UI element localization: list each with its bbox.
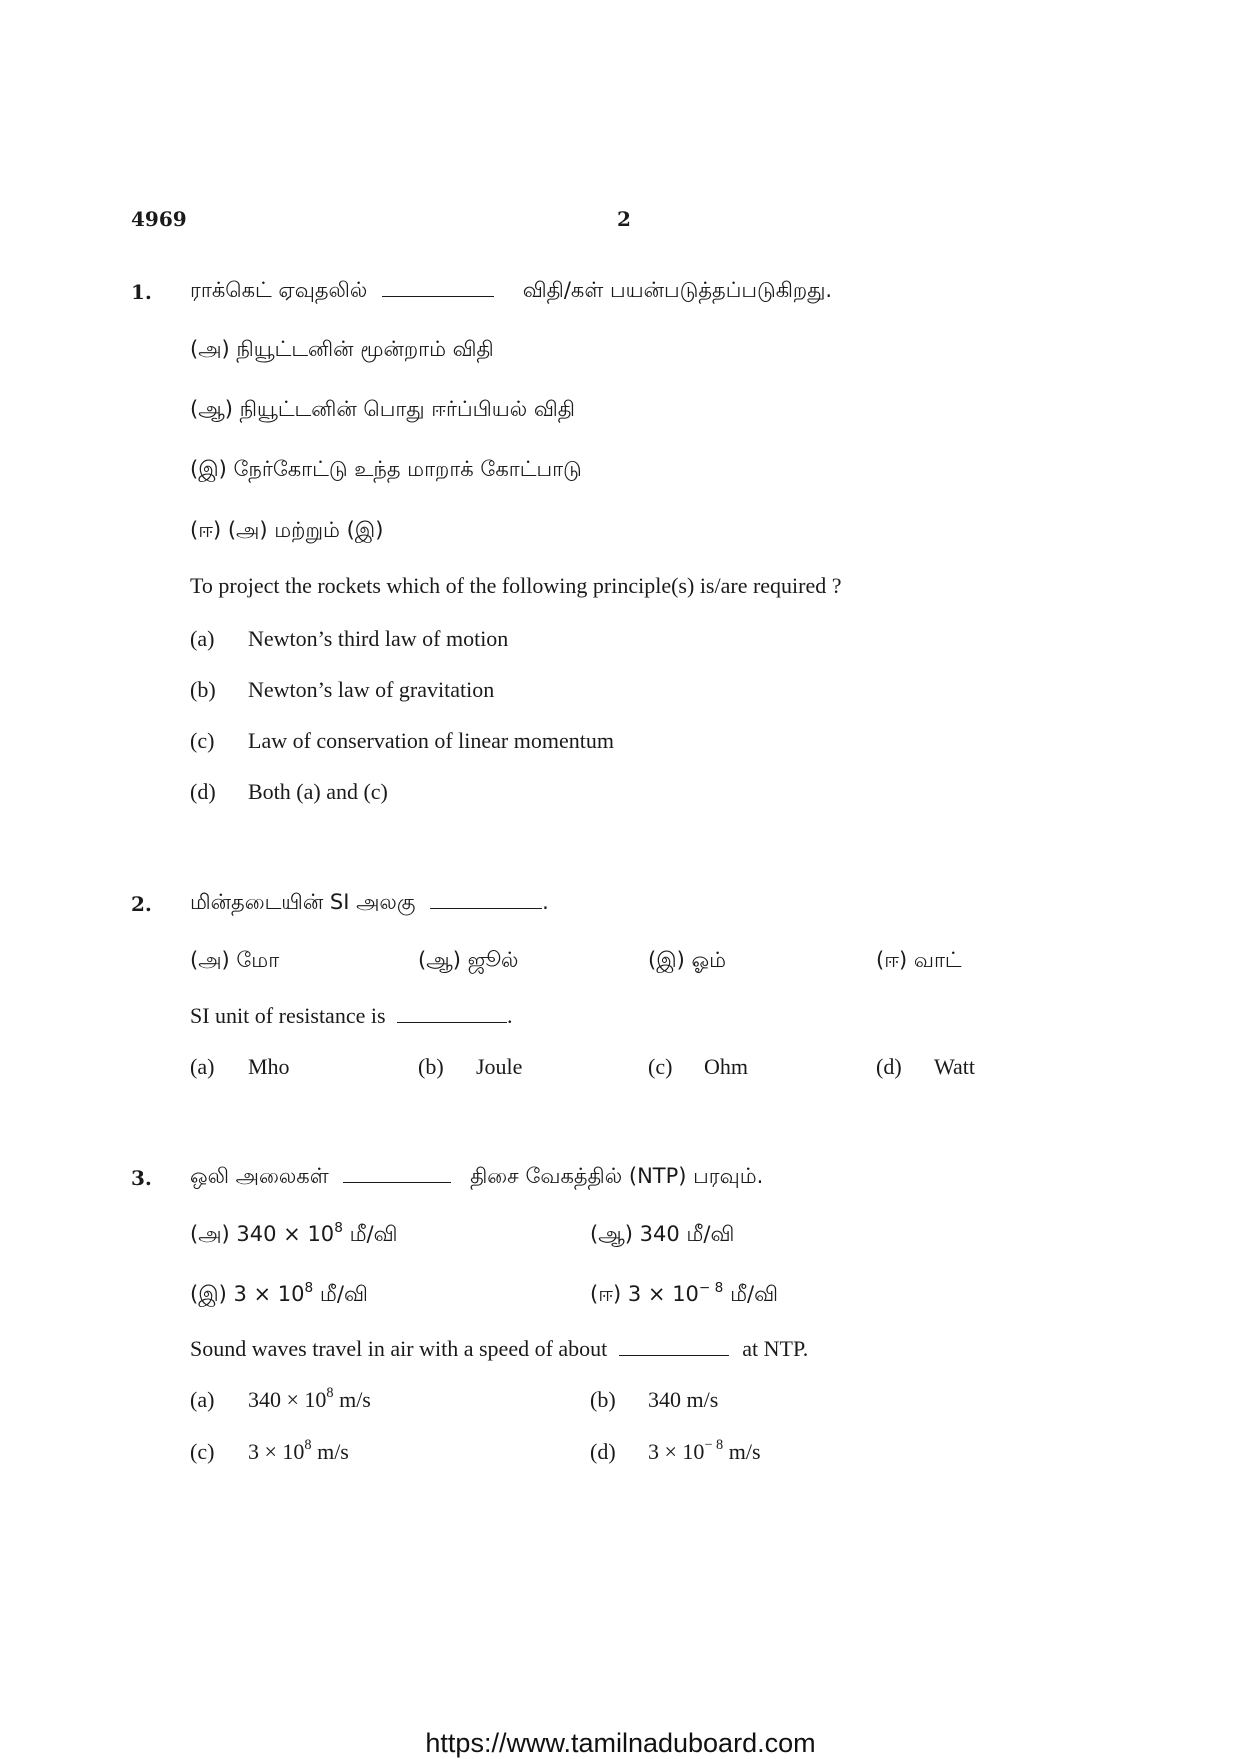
english-option bbox=[590, 1387, 718, 1413]
option-unit: மீ/வி bbox=[730, 1282, 778, 1306]
question-text-prefix: Sound waves travel in air with a speed of about bbox=[190, 1336, 608, 1361]
answer-blank bbox=[430, 907, 542, 909]
option-label: (ஈ) bbox=[590, 1282, 622, 1306]
option-text: Ohm bbox=[704, 1054, 748, 1079]
tamil-option bbox=[590, 1279, 778, 1309]
option-exponent: − 8 bbox=[704, 1437, 724, 1454]
option-text: Newton’s third law of motion bbox=[248, 626, 509, 651]
tamil-option bbox=[590, 1222, 734, 1249]
english-option bbox=[418, 1054, 522, 1080]
tamil-option bbox=[190, 1279, 368, 1309]
question-number: 1. bbox=[131, 280, 152, 304]
tamil-option: (ஆ) நியூட்டனின் பொது ஈர்ப்பியல் விதி bbox=[190, 397, 576, 421]
option-label: (c) bbox=[648, 1054, 673, 1079]
tamil-option: (அ) மோ bbox=[190, 948, 280, 972]
question-english-text bbox=[190, 1003, 513, 1029]
option-text: Newton’s law of gravitation bbox=[248, 677, 495, 702]
option-label: (c) bbox=[190, 1439, 215, 1464]
english-option bbox=[190, 728, 614, 754]
option-value: 3 × 10 bbox=[648, 1439, 705, 1464]
question-english-text: To project the rockets which of the following principle(s) is/are required ? bbox=[190, 573, 842, 598]
option-text: Law of conservation of linear momentum bbox=[248, 728, 614, 753]
footer-url[interactable]: https://www.tamilnaduboard.com bbox=[425, 1728, 816, 1758]
option-label: (a) bbox=[190, 1387, 215, 1412]
option-text: Watt bbox=[934, 1054, 975, 1079]
option-unit: m/s bbox=[317, 1439, 349, 1464]
option-unit: மீ/வி bbox=[349, 1222, 398, 1246]
english-option bbox=[190, 1439, 349, 1465]
option-unit: மீ/வி bbox=[686, 1222, 735, 1246]
option-label: (c) bbox=[190, 728, 215, 753]
english-option bbox=[190, 1054, 290, 1080]
question-tamil-text bbox=[190, 1164, 763, 1191]
option-text: Joule bbox=[476, 1054, 523, 1079]
option-value: 3 × 10 bbox=[627, 1282, 699, 1306]
option-exponent: 8 bbox=[326, 1385, 334, 1402]
question-tamil-text bbox=[190, 890, 549, 917]
question-text-suffix: . bbox=[507, 1003, 513, 1028]
english-option bbox=[590, 1439, 761, 1465]
english-option bbox=[190, 626, 508, 652]
tamil-option bbox=[190, 1219, 398, 1249]
option-exponent: 8 bbox=[334, 1219, 343, 1236]
option-label: (இ) bbox=[190, 1282, 227, 1306]
question-number: 2. bbox=[131, 892, 152, 916]
option-unit: m/s bbox=[686, 1387, 719, 1412]
question-text-prefix: ராக்கெட் ஏவுதலில் bbox=[190, 278, 368, 302]
tamil-option: (ஆ) ஜூல் bbox=[418, 948, 519, 972]
option-label: (b) bbox=[418, 1054, 444, 1079]
question-text-suffix: . bbox=[542, 890, 549, 914]
option-label: (d) bbox=[590, 1439, 616, 1464]
answer-blank bbox=[343, 1181, 451, 1183]
option-value: 3 × 10 bbox=[233, 1282, 305, 1306]
tamil-option: (ஈ) (அ) மற்றும் (இ) bbox=[190, 518, 384, 542]
tamil-option: (ஈ) வாட் bbox=[876, 948, 962, 972]
question-tamil-text bbox=[190, 278, 832, 305]
english-option bbox=[190, 779, 388, 805]
question-text-prefix: ஒலி அலைகள் bbox=[190, 1164, 329, 1188]
paper-code: 4969 bbox=[131, 207, 187, 231]
question-text-suffix: at NTP. bbox=[742, 1336, 809, 1361]
option-unit: m/s bbox=[339, 1387, 371, 1412]
option-value: 340 × 10 bbox=[248, 1387, 327, 1412]
option-label: (a) bbox=[190, 626, 215, 651]
option-value: 340 bbox=[648, 1387, 681, 1412]
option-label: (b) bbox=[190, 677, 216, 702]
question-number: 3. bbox=[131, 1166, 152, 1190]
page-number: 2 bbox=[617, 207, 631, 231]
option-exponent: − 8 bbox=[698, 1279, 724, 1296]
answer-blank bbox=[382, 295, 494, 297]
option-exponent: 8 bbox=[304, 1279, 314, 1296]
option-label: (a) bbox=[190, 1054, 215, 1079]
answer-blank bbox=[397, 1021, 507, 1023]
question-text-suffix: திசை வேகத்தில் (NTP) பரவும். bbox=[470, 1164, 764, 1188]
option-label: (d) bbox=[190, 779, 216, 804]
option-label: (d) bbox=[876, 1054, 902, 1079]
option-label: (அ) bbox=[190, 1222, 230, 1246]
option-value: 3 × 10 bbox=[248, 1439, 305, 1464]
question-text-prefix: SI unit of resistance is bbox=[190, 1003, 386, 1028]
english-option bbox=[190, 1387, 371, 1413]
option-text: Mho bbox=[248, 1054, 290, 1079]
option-unit: மீ/வி bbox=[319, 1282, 368, 1306]
tamil-option: (அ) நியூட்டனின் மூன்றாம் விதி bbox=[190, 337, 494, 361]
english-option bbox=[648, 1054, 748, 1080]
question-text-prefix: மின்தடையின் SI அலகு bbox=[190, 890, 416, 914]
option-label: (ஆ) bbox=[590, 1222, 633, 1246]
question-text-suffix: விதி/கள் பயன்படுத்தப்படுகிறது. bbox=[522, 278, 833, 302]
option-exponent: 8 bbox=[304, 1437, 312, 1454]
question-english-text bbox=[190, 1336, 808, 1362]
option-value: 340 bbox=[639, 1222, 680, 1246]
option-value: 340 × 10 bbox=[236, 1222, 335, 1246]
english-option bbox=[190, 677, 494, 703]
answer-blank bbox=[619, 1354, 729, 1356]
tamil-option: (இ) ஓம் bbox=[648, 948, 727, 972]
option-label: (b) bbox=[590, 1387, 616, 1412]
option-unit: m/s bbox=[728, 1439, 761, 1464]
tamil-option: (இ) நேர்கோட்டு உந்த மாறாக் கோட்பாடு bbox=[190, 457, 582, 481]
option-text: Both (a) and (c) bbox=[248, 779, 388, 804]
english-option bbox=[876, 1054, 975, 1080]
